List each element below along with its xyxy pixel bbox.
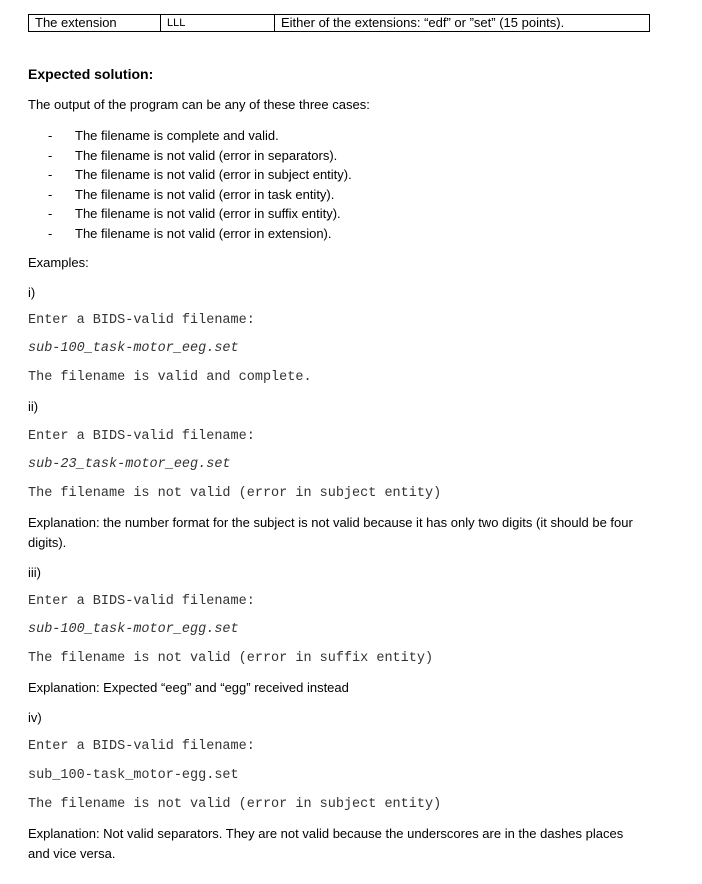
example-explanation: Explanation: Expected “eeg” and “egg” received instead xyxy=(28,680,349,695)
example-label: i) xyxy=(28,285,36,300)
example-input: sub-23_task-motor_eeg.set xyxy=(28,457,231,472)
example-label: iii) xyxy=(28,565,41,580)
example-output: The filename is valid and complete. xyxy=(28,370,312,385)
example-label: ii) xyxy=(28,399,39,414)
list-item: - The filename is not valid (error in separators). xyxy=(48,146,352,166)
example-input: sub-100_task-motor_eeg.set xyxy=(28,341,239,356)
example-input: sub_100-task_motor-egg.set xyxy=(28,768,239,783)
example-input: sub-100_task-motor_egg.set xyxy=(28,622,239,637)
example-explanation: Explanation: Not valid separators. They are not valid because the underscores are in the dashes places and vice versa. xyxy=(28,826,624,861)
example-output: The filename is not valid (error in subject entity) xyxy=(28,486,442,501)
list-item: - The filename is not valid (error in task entity). xyxy=(48,185,352,205)
example-output: The filename is not valid (error in suffix entity) xyxy=(28,651,434,666)
example-output: The filename is not valid (error in subject entity) xyxy=(28,797,442,812)
intro-text: The output of the program can be any of these three cases: xyxy=(28,97,370,112)
example-prompt: Enter a BIDS-valid filename: xyxy=(28,313,255,328)
example-prompt: Enter a BIDS-valid filename: xyxy=(28,429,255,444)
example-label: iv) xyxy=(28,710,42,725)
list-item: - The filename is not valid (error in subject entity). xyxy=(48,165,352,185)
example-prompt: Enter a BIDS-valid filename: xyxy=(28,739,255,754)
example-prompt: Enter a BIDS-valid filename: xyxy=(28,594,255,609)
example-explanation: Explanation: the number format for the subject is not valid because it has only two digits (it should be four digits). xyxy=(28,515,633,550)
table-cell-description: Either of the extensions: “edf” or ”set” (15 points). xyxy=(281,15,565,30)
table-cell-format: LLL xyxy=(161,15,275,31)
table-cell-entity: The extension xyxy=(29,15,161,31)
list-item: - The filename is not valid (error in suffix entity). xyxy=(48,204,352,224)
requirements-table-row xyxy=(28,14,650,32)
section-heading: Expected solution: xyxy=(28,66,154,82)
examples-label: Examples: xyxy=(28,255,89,270)
cases-list xyxy=(48,126,352,243)
list-item: - The filename is complete and valid. xyxy=(48,126,352,146)
list-item: - The filename is not valid (error in extension). xyxy=(48,224,352,244)
